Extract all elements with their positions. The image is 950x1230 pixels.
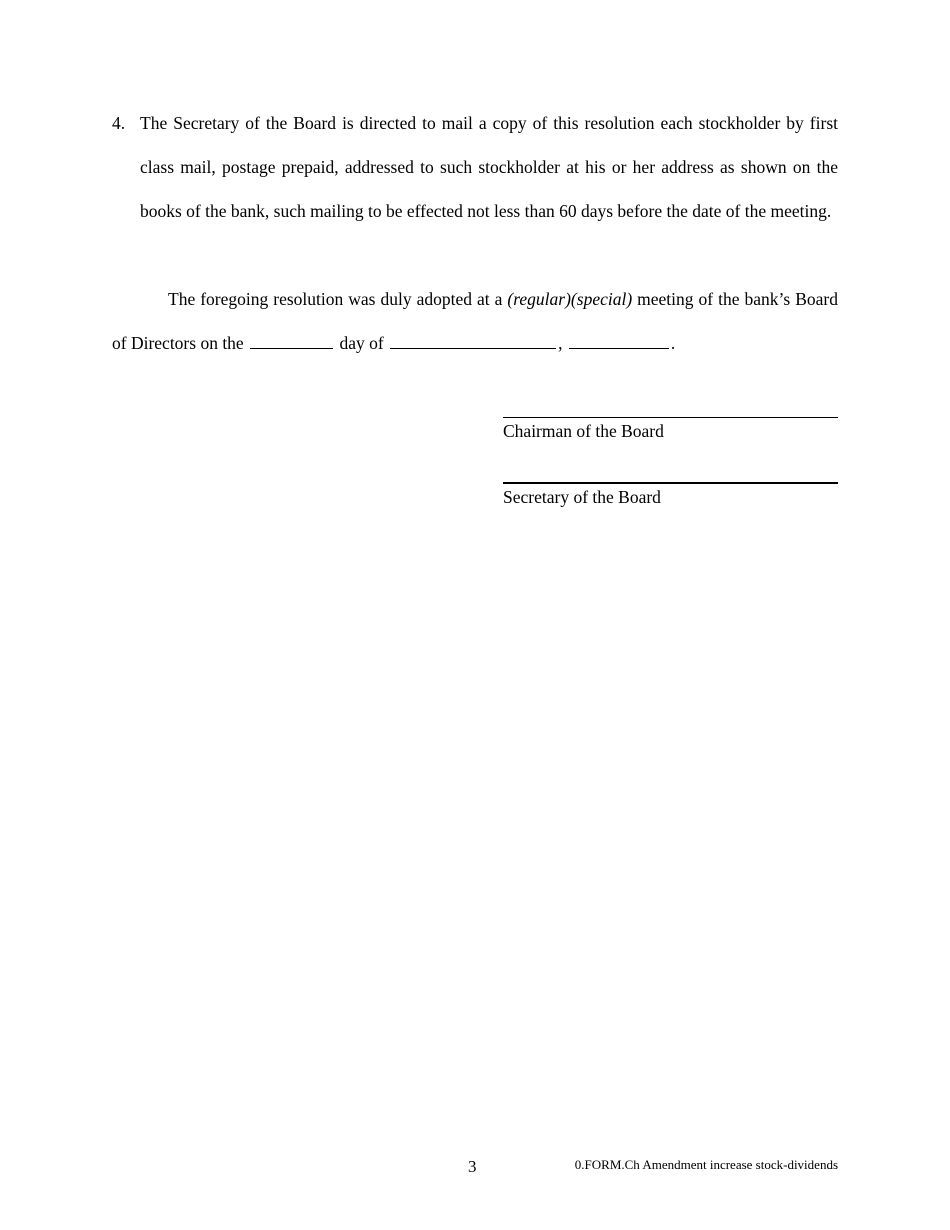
chairman-label: Chairman of the Board: [503, 421, 664, 441]
month-blank: [390, 332, 556, 349]
document-name: 0.FORM.Ch Amendment increase stock-dividends: [574, 1157, 838, 1172]
day-of-text: day of: [335, 333, 389, 353]
adoption-paragraph: [112, 277, 838, 365]
comma-text: ,: [558, 333, 567, 353]
secretary-signature-line: [503, 482, 838, 484]
adoption-text-part2: meeting of the bank’s Board of Directors on the: [112, 289, 838, 353]
chairman-signature-line: [503, 417, 838, 418]
item-text: The Secretary of the Board is directed to mail a copy of this resolution each stockholder by first class mail, postage prepaid, addressed to such stockholder at his or her address as shown on the books of the bank, such mailing to be effected not less than 60 days before the date of the meeting.: [140, 113, 838, 221]
secretary-label: Secretary of the Board: [503, 487, 661, 507]
day-blank: [250, 332, 333, 349]
period-text: .: [670, 333, 676, 353]
item-number: 4.: [112, 113, 126, 133]
page-number: 3: [468, 1157, 477, 1176]
adoption-text-part1: The foregoing resolution was duly adopted at a: [168, 289, 508, 309]
meeting-type: (regular)(special): [507, 289, 633, 309]
resolution-item-4: [112, 101, 838, 233]
year-blank: [569, 332, 669, 349]
